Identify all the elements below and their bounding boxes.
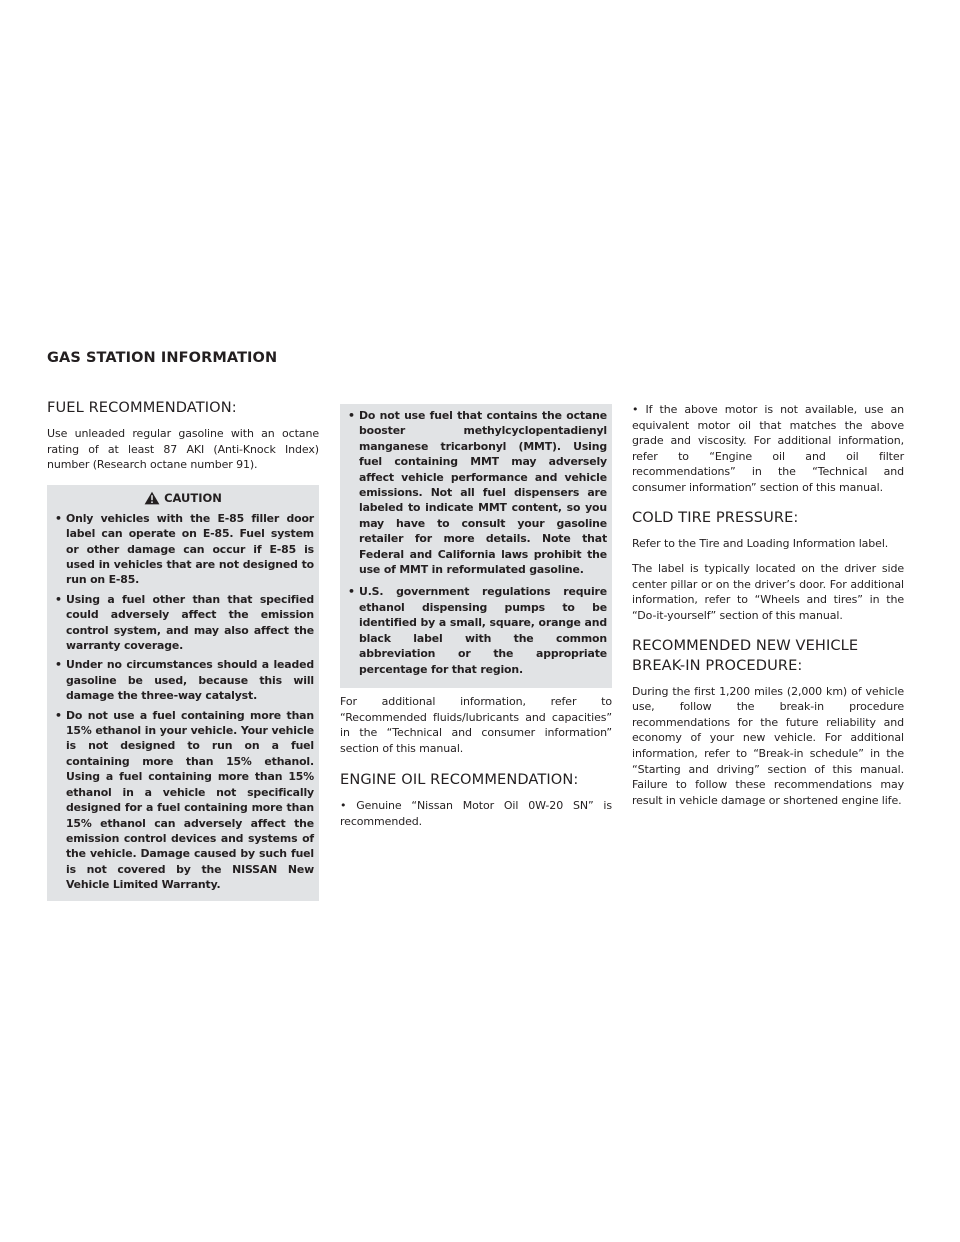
fuel-additional-info: For additional information, refer to “Recommended fluids/lubricants and capacities” in the “Technical and consumer information” section of this manual.	[340, 694, 612, 755]
caution-box	[47, 485, 319, 901]
caution-item: • U.S. government regulations require ethanol dispensing pumps to be identified by a small, square, orange and black label with the common abbreviation or the appropriate percentage for that region.	[348, 585, 607, 676]
caution-item: • Under no circumstances should a leaded gasoline be used, because this will damage the three-way catalyst.	[55, 658, 314, 703]
cold-tire-pressure-heading: COLD TIRE PRESSURE:	[632, 508, 799, 526]
caution-box-continued	[340, 404, 612, 688]
caution-list	[345, 404, 607, 677]
engine-oil-text-1: • Genuine “Nissan Motor Oil 0W-20 SN” is recommended.	[340, 799, 612, 828]
caution-item: • Do not use a fuel containing more than 15% ethanol in your vehicle. Your vehicle is not designed to run on a fuel containing more than 15% ethanol. Using a fuel containing more than 15% ethanol in a vehicle not specifically designed for a fuel containing more than 15% ethanol can adversely affect the emission control devices and systems of the vehicle. Damage caused by such fuel is not covered by the NISSAN New Vehicle Limited Warranty.	[55, 708, 314, 892]
warning-triangle-icon	[144, 491, 160, 505]
column-2	[340, 404, 612, 839]
break-in-heading: RECOMMENDED NEW VEHICLE BREAK-IN PROCEDURE:	[632, 636, 859, 674]
caution-label: CAUTION	[164, 490, 222, 505]
break-in-text: During the first 1,200 miles (2,000 km) of vehicle use, follow the break-in procedure recommendations for the future reliability and economy of your new vehicle. For additional information, refer to “Break-in schedule” in the “Starting and driving” section of this manual. Failure to follow these recommendations may result in vehicle damage or shortened engine life.	[632, 684, 904, 807]
tire-text-2: The label is typically located on the driver side center pillar or on the driver’s door. For additional information, refer to “Wheels and tires” in the “Do-it-yourself” section of this manual.	[632, 562, 904, 622]
fuel-recommendation-text: Use unleaded regular gasoline with an octane rating of at least 87 AKI (Anti-Knock Index) number (Research octane number 91).	[47, 427, 319, 472]
column-3	[632, 402, 904, 818]
fuel-recommendation-heading: FUEL RECOMMENDATION:	[47, 399, 237, 416]
caution-item: • Do not use fuel that contains the octane booster methylcyclopentadienyl manganese tricarbonyl (MMT). Using fuel containing MMT may adversely affect vehicle performance and vehicle emissions. Not all fuel dispensers are labeled to indicate MMT content, so you may have to consult your gasoline retailer for more details. Note that Federal and California laws prohibit the use of MMT in reformulated gasoline.	[348, 409, 607, 577]
engine-oil-text-2: • If the above motor is not available, use an equivalent motor oil that matches the above grade and viscosity. For additional information, refer to “Engine oil and oil filter recommendations” in the “Technical and consumer information” section of this manual.	[632, 403, 904, 494]
column-1	[47, 398, 319, 901]
caution-header	[52, 485, 314, 511]
caution-item: • Using a fuel other than that specified could adversely affect the emission control system, and may also affect the warranty coverage.	[55, 592, 314, 653]
page-title: GAS STATION INFORMATION	[47, 350, 278, 366]
caution-list	[52, 511, 314, 893]
tire-text-1: Refer to the Tire and Loading Information label.	[632, 536, 889, 550]
engine-oil-heading: ENGINE OIL RECOMMENDATION:	[340, 771, 579, 789]
caution-item: • Only vehicles with the E-85 filler door label can operate on E-85. Fuel system or other damage can occur if E-85 is used in vehicles that are not designed to run on E-85.	[55, 511, 314, 587]
